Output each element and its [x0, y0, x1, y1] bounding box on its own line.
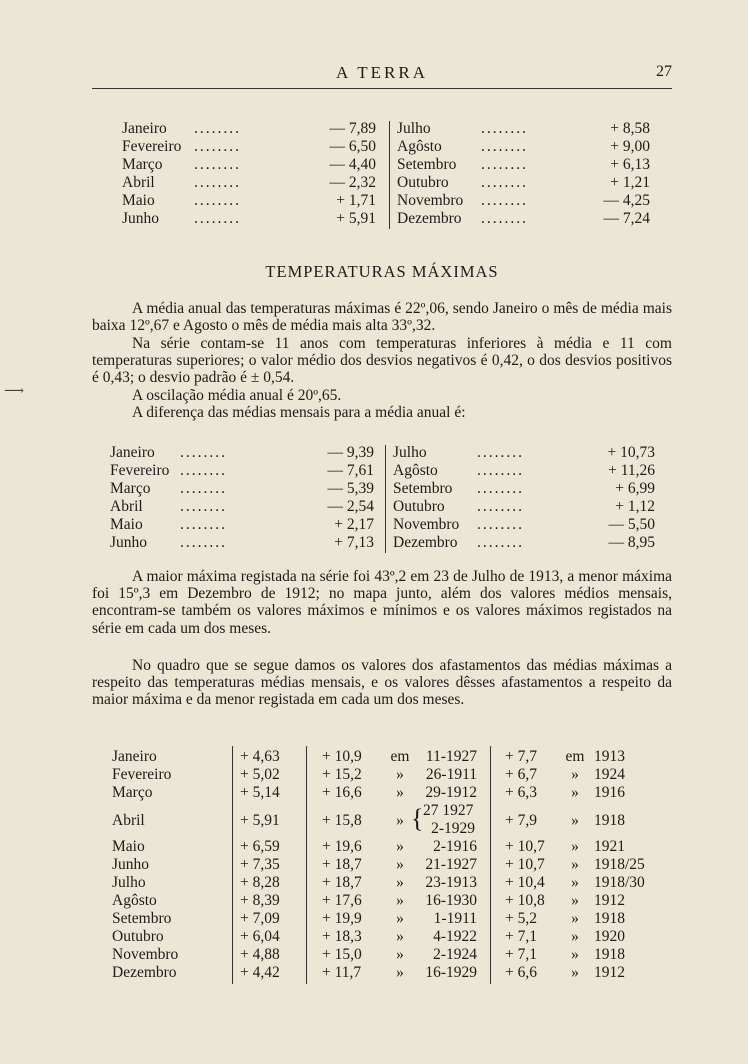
- max-date: 16-1930: [425, 892, 477, 909]
- month-label: Março: [122, 156, 163, 173]
- max-deviation: + 11,7: [322, 964, 362, 981]
- min-deviation: + 6,6: [505, 964, 537, 981]
- min-deviation: + 6,7: [505, 766, 537, 783]
- column-divider: [389, 121, 390, 229]
- month-label: Abril: [112, 812, 145, 829]
- max-separator: em: [390, 748, 410, 765]
- month-value: + 11,26: [608, 462, 655, 479]
- min-deviation: + 7,1: [505, 946, 537, 963]
- min-separator: »: [571, 812, 579, 829]
- leader-dots: ........: [180, 516, 227, 533]
- leader-dots: ........: [180, 462, 227, 479]
- max-deviation: + 18,3: [322, 928, 362, 945]
- leader-dots: ........: [194, 210, 241, 227]
- month-value: — 5,50: [608, 516, 655, 533]
- max-separator: »: [396, 928, 404, 945]
- max-date: 2-1916: [433, 838, 477, 855]
- max-deviation: + 18,7: [322, 874, 362, 891]
- max-separator: »: [396, 892, 404, 909]
- leader-dots: ........: [477, 444, 524, 461]
- month-value: — 4,40: [329, 156, 376, 173]
- max-deviation: + 15,2: [322, 766, 362, 783]
- leader-dots: ........: [477, 498, 524, 515]
- column-divider: [385, 445, 386, 553]
- leader-dots: ........: [194, 120, 241, 137]
- max-separator: »: [396, 784, 404, 801]
- min-deviation: + 10,7: [505, 838, 545, 855]
- min-deviation: + 5,2: [505, 910, 537, 927]
- max-separator: »: [396, 856, 404, 873]
- paragraph-annual-mean: [92, 300, 672, 334]
- month-label: Outubro: [393, 498, 445, 515]
- mean-deviation: + 5,02: [240, 766, 280, 783]
- max-date: 26-1911: [425, 766, 477, 783]
- month-label: Junho: [112, 856, 150, 873]
- max-date: 4-1922: [433, 928, 477, 945]
- month-label: Setembro: [112, 910, 172, 927]
- min-date: 1918: [594, 910, 625, 927]
- month-label: Abril: [122, 174, 155, 191]
- column-divider: [490, 746, 491, 984]
- paragraph-series: [92, 335, 672, 387]
- month-label: Setembro: [397, 156, 457, 173]
- min-deviation: + 7,9: [505, 812, 537, 829]
- column-divider: [232, 746, 233, 984]
- min-separator: »: [571, 874, 579, 891]
- min-date: 1920: [594, 928, 625, 945]
- month-value: + 2,17: [334, 516, 374, 533]
- max-deviation: + 17,6: [322, 892, 362, 909]
- month-label: Julho: [397, 120, 431, 137]
- paragraph-text: A diferença das médias mensais para a média anual é:: [132, 404, 466, 421]
- max-date: 29-1912: [425, 784, 477, 801]
- month-value: — 7,61: [327, 462, 374, 479]
- month-label: Agôsto: [397, 138, 442, 155]
- month-value: + 1,12: [615, 498, 655, 515]
- month-label: Outubro: [112, 928, 164, 945]
- min-separator: »: [571, 892, 579, 909]
- min-separator: »: [571, 766, 579, 783]
- page-number: 27: [656, 63, 672, 80]
- brace: {: [411, 804, 424, 833]
- month-label: Julho: [393, 444, 427, 461]
- max-date: 21-1927: [425, 856, 477, 873]
- max-deviation: + 15,8: [322, 812, 362, 829]
- month-label: Maio: [110, 516, 143, 533]
- month-value: — 7,89: [329, 120, 376, 137]
- max-deviation: + 10,9: [322, 748, 362, 765]
- mean-deviation: + 7,09: [240, 910, 280, 927]
- mean-deviation: + 6,04: [240, 928, 280, 945]
- mean-deviation: + 5,91: [240, 812, 280, 829]
- month-label: Abril: [110, 498, 143, 515]
- leader-dots: ........: [194, 174, 241, 191]
- month-value: — 9,39: [327, 444, 374, 461]
- leader-dots: ........: [180, 480, 227, 497]
- month-label: Maio: [122, 192, 155, 209]
- min-date: 1918/25: [594, 856, 645, 873]
- leader-dots: ........: [481, 120, 528, 137]
- mean-deviation: + 7,35: [240, 856, 280, 873]
- min-separator: »: [571, 946, 579, 963]
- min-date: 1918: [594, 946, 625, 963]
- min-date: 1912: [594, 964, 625, 981]
- mean-deviation: + 4,63: [240, 748, 280, 765]
- month-value: + 8,58: [610, 120, 650, 137]
- month-label: Novembro: [112, 946, 179, 963]
- month-value: — 2,32: [329, 174, 376, 191]
- max-deviation: + 15,0: [322, 946, 362, 963]
- min-date: 1921: [594, 838, 625, 855]
- month-label: Fevereiro: [112, 766, 172, 783]
- leader-dots: ........: [481, 210, 528, 227]
- month-value: + 1,71: [336, 192, 376, 209]
- leader-dots: ........: [477, 480, 524, 497]
- mean-deviation: + 5,14: [240, 784, 280, 801]
- header-rule: [92, 88, 672, 89]
- min-date: 1924: [594, 766, 625, 783]
- month-value: — 2,54: [327, 498, 374, 515]
- leader-dots: ........: [481, 174, 528, 191]
- month-value: + 6,99: [615, 480, 655, 497]
- paragraph-differences: [92, 404, 672, 421]
- min-date: 1918/30: [594, 874, 645, 891]
- max-deviation: + 19,9: [322, 910, 362, 927]
- min-deviation: + 7,7: [505, 748, 537, 765]
- mean-deviation: + 6,59: [240, 838, 280, 855]
- max-separator: »: [396, 812, 404, 829]
- month-label: Agôsto: [112, 892, 157, 909]
- max-date: 1-1911: [433, 910, 477, 927]
- max-separator: »: [396, 946, 404, 963]
- min-deviation: + 10,4: [505, 874, 545, 891]
- max-separator: »: [396, 766, 404, 783]
- min-separator: em: [565, 748, 585, 765]
- leader-dots: ........: [477, 516, 524, 533]
- month-label: Dezembro: [397, 210, 462, 227]
- min-separator: »: [571, 928, 579, 945]
- month-label: Outubro: [397, 174, 449, 191]
- month-value: + 7,13: [334, 534, 374, 551]
- month-label: Março: [110, 480, 151, 497]
- month-label: Janeiro: [112, 748, 157, 765]
- leader-dots: ........: [477, 534, 524, 551]
- min-deviation: + 10,8: [505, 892, 545, 909]
- month-value: + 5,91: [336, 210, 376, 227]
- max-separator: »: [396, 910, 404, 927]
- month-label: Janeiro: [110, 444, 155, 461]
- month-label: Junho: [122, 210, 160, 227]
- month-label: Fevereiro: [122, 138, 182, 155]
- section-title: TEMPERATURAS MÁXIMAS: [265, 262, 499, 281]
- mean-deviation: + 8,39: [240, 892, 280, 909]
- min-separator: »: [571, 784, 579, 801]
- mean-deviation: + 8,28: [240, 874, 280, 891]
- leader-dots: ........: [180, 498, 227, 515]
- paragraph-text: A média anual das temperaturas máximas é 22º,06, sendo Janeiro o mês de média mais baixa 12º,67 e Agosto o mês de média mais alta 33º,32.: [92, 300, 672, 335]
- max-date: 16-1929: [425, 964, 477, 981]
- max-deviation: + 18,7: [322, 856, 362, 873]
- max-date: 23-1913: [425, 874, 477, 891]
- month-value: + 10,73: [607, 444, 655, 461]
- min-separator: »: [571, 856, 579, 873]
- paragraph-oscillation: [92, 387, 672, 404]
- paragraph-quadro: [92, 657, 672, 709]
- min-deviation: + 6,3: [505, 784, 537, 801]
- leader-dots: ........: [481, 138, 528, 155]
- month-label: Janeiro: [122, 120, 167, 137]
- paragraph-text: No quadro que se segue damos os valores dos afastamentos das médias máximas a respeito das temperaturas médias mensais, e os valores dêsses afastamentos a respeito da maior máxima e da menor registada em cada um dos meses.: [92, 657, 672, 709]
- max-date: 2-1924: [433, 946, 477, 963]
- leader-dots: ........: [477, 462, 524, 479]
- month-value: — 7,24: [603, 210, 650, 227]
- leader-dots: ........: [180, 534, 227, 551]
- month-label: Maio: [112, 838, 145, 855]
- min-deviation: + 10,7: [505, 856, 545, 873]
- min-separator: »: [571, 910, 579, 927]
- mean-deviation: + 4,42: [240, 964, 280, 981]
- month-label: Agôsto: [393, 462, 438, 479]
- month-value: — 5,39: [327, 480, 374, 497]
- month-label: Novembro: [397, 192, 464, 209]
- min-date: 1918: [594, 812, 625, 829]
- month-label: Março: [112, 784, 153, 801]
- leader-dots: ........: [194, 156, 241, 173]
- month-value: + 6,13: [610, 156, 650, 173]
- month-value: + 9,00: [610, 138, 650, 155]
- max-date-second: 2-1929: [431, 820, 475, 837]
- min-separator: »: [571, 964, 579, 981]
- running-header: [92, 63, 672, 87]
- leader-dots: ........: [180, 444, 227, 461]
- month-value: — 8,95: [608, 534, 655, 551]
- month-value: + 1,21: [610, 174, 650, 191]
- max-date: 27 1927: [423, 802, 474, 819]
- min-deviation: + 7,1: [505, 928, 537, 945]
- month-label: Dezembro: [112, 964, 177, 981]
- month-label: Fevereiro: [110, 462, 170, 479]
- leader-dots: ........: [194, 138, 241, 155]
- paragraph-text: A oscilação média anual é 20º,65.: [132, 387, 342, 404]
- margin-mark: ⟶: [4, 384, 25, 399]
- month-label: Novembro: [393, 516, 460, 533]
- leader-dots: ........: [481, 156, 528, 173]
- max-deviation: + 19,6: [322, 838, 362, 855]
- max-separator: »: [396, 874, 404, 891]
- month-label: Dezembro: [393, 534, 458, 551]
- month-label: Setembro: [393, 480, 453, 497]
- max-date: 11-1927: [425, 748, 477, 765]
- month-value: — 4,25: [603, 192, 650, 209]
- min-date: 1916: [594, 784, 625, 801]
- max-separator: »: [396, 964, 404, 981]
- column-divider: [306, 746, 307, 984]
- max-separator: »: [396, 838, 404, 855]
- max-deviation: + 16,6: [322, 784, 362, 801]
- month-value: — 6,50: [329, 138, 376, 155]
- paragraph-extremes: [92, 568, 672, 637]
- min-date: 1912: [594, 892, 625, 909]
- paragraph-text: Na série contam-se 11 anos com temperaturas inferiores à média e 11 com temperaturas superiores; o valor médio dos desvios negativos é 0,42, o dos desvios positivos é 0,43; o desvio padrão é ± 0,54.: [92, 335, 672, 387]
- leader-dots: ........: [194, 192, 241, 209]
- leader-dots: ........: [481, 192, 528, 209]
- header-title: A TERRA: [335, 63, 428, 82]
- month-label: Junho: [110, 534, 148, 551]
- paragraph-text: A maior máxima registada na série foi 43º,2 em 23 de Julho de 1913, a menor máxima foi 15º,3 em Dezembro de 1912; no mapa junto, além dos valores médios mensais, encontram-se também os valores máximos e mínimos e os valores máximos registados na série em cada um dos meses.: [92, 568, 672, 637]
- min-separator: »: [571, 838, 579, 855]
- mean-deviation: + 4,88: [240, 946, 280, 963]
- month-label: Julho: [112, 874, 146, 891]
- min-date: 1913: [594, 748, 625, 765]
